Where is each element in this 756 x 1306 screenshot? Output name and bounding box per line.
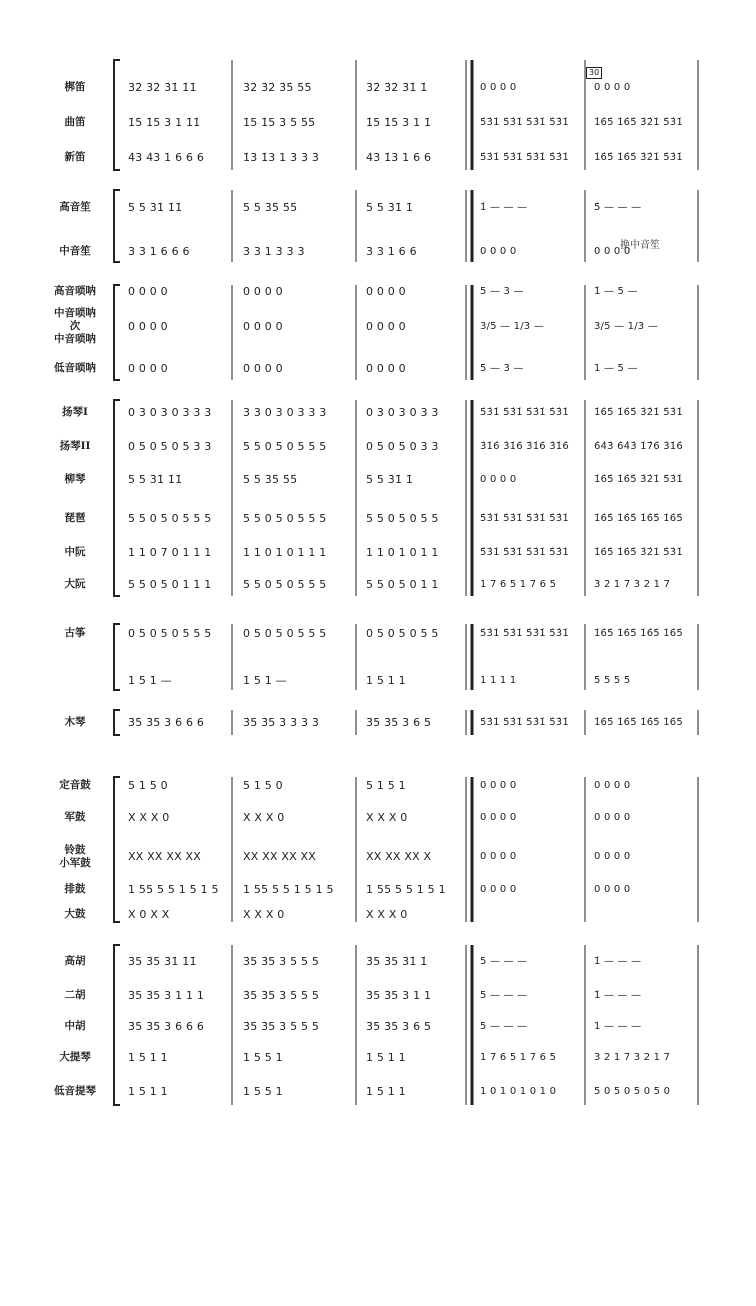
measure-cell: X X X 0 <box>243 811 285 824</box>
instrument-label: 中音唢呐 次 中音唢呐 <box>54 307 96 345</box>
instrument-label: 大鼓 <box>64 908 86 920</box>
measure-cell: 1̇6̇5̇ 1̇6̇5̇ 1̇6̇5̇ 1̇6̇5̇ <box>594 513 683 524</box>
measure-cell: 3 3 0 3 0 3 3 3 <box>243 406 327 419</box>
measure-cell: 5 — 3 — <box>480 286 524 297</box>
measure-cell: 3̇5 3̇5 3 5 5 5 <box>243 1020 320 1033</box>
instrument-label: 柳琴 <box>64 473 86 485</box>
group-bracket <box>114 777 120 922</box>
measure-cell: 0 3 0 3 0 3 3 <box>366 406 439 419</box>
measure-cell: 3 3 1 3 3 3 <box>243 245 305 258</box>
measure-cell: 0 0 0 0 <box>594 851 631 862</box>
measure-cell: 1 55 5 5 1 5 1 5 <box>243 883 334 896</box>
measure-cell: 0 3 0 3 0 3 3 3 <box>128 406 212 419</box>
measure-cell: 0 0 0 0 <box>128 320 168 333</box>
measure-cell: X X X 0 <box>366 811 408 824</box>
instrument-label: 梆笛 <box>64 81 86 93</box>
instrument-label: 铃鼓 小军鼓 <box>59 843 91 869</box>
measure-cell: 0 0 0 0 <box>480 884 517 895</box>
instrument-label: 中阮 <box>64 546 86 558</box>
instrument-label: 木琴 <box>64 716 86 728</box>
measure-cell: 5̇3̇1̇ 5̇3̇1̇ 5̇3̇1̇ 5̇3̇1̇ <box>480 547 569 558</box>
measure-cell: XX XX XX XX <box>128 850 201 863</box>
instrument-label: 扬琴I <box>62 406 88 418</box>
instrument-label: 中音笙 <box>59 245 91 257</box>
measure-cell: 3̇5 3̇5 3 6 6 6 <box>128 716 205 729</box>
instrument-label: 高音唢呐 <box>54 285 96 297</box>
measure-cell: 1 0 1 0 1 0 1 0 <box>480 1086 557 1097</box>
measure-cell: 1 1 1 1 <box>480 675 517 686</box>
measure-cell: 5 1 5 1 <box>366 779 406 792</box>
measure-cell: 3 2 1 7 3 2 1 7 <box>594 579 671 590</box>
measure-cell: X X X 0 <box>243 908 285 921</box>
group-bracket <box>114 400 120 596</box>
group-bracket <box>114 285 120 380</box>
measure-cell: 1 — 5 — <box>594 363 638 374</box>
measure-cell: 1̇6̇5̇ 1̇6̇5̇ 1̇6̇5̇ 1̇6̇5̇ <box>594 628 683 639</box>
measure-cell: 1̇6̇5̇ 1̇6̇5̇ 3̇2̇1̇ 5̇3̇1̇ <box>594 474 683 485</box>
measure-cell: 1 55 5 5 1 5 1 5 <box>128 883 219 896</box>
measure-cell: 3̇5 3̇5 3̇1̇ 1̇ <box>366 955 428 968</box>
measure-cell: 3 3 1 6 6 <box>366 245 417 258</box>
measure-cell: 3 2 1 7 3 2 1 7 <box>594 1052 671 1063</box>
measure-cell: 3̇2̇ 3̇2̇ 3̇1̇ 1̇1̇ <box>128 81 197 94</box>
measure-cell: 3̇5 3̇5 3 6 5 <box>366 716 432 729</box>
group-bracket <box>114 710 120 735</box>
measure-cell: 5 5 0 5 0 5 5 5 <box>243 578 327 591</box>
measure-cell: 0 0 0 0 <box>128 362 168 375</box>
measure-cell: 1̇ — — — <box>594 956 642 967</box>
measure-cell: 1̇ — — — <box>480 202 528 213</box>
instrument-label: 古筝 <box>64 627 86 639</box>
instrument-label: 扬琴II <box>59 440 91 452</box>
measure-cell: 1 5 1 — <box>243 674 287 687</box>
measure-cell: 5̇3̇1̇ 5̇3̇1̇ 5̇3̇1̇ 5̇3̇1̇ <box>480 152 569 163</box>
measure-cell: 5̇ — — — <box>594 202 642 213</box>
measure-cell: 5 0 5 0 5 0 5 0 <box>594 1086 671 1097</box>
measure-cell: 0 0 0 0 <box>243 362 283 375</box>
measure-cell: 3̇5 3̇5 3 5 5 5 <box>243 989 320 1002</box>
measure-cell: 1̇6̇5̇ 1̇6̇5̇ 3̇2̇1̇ 5̇3̇1̇ <box>594 152 683 163</box>
measure-cell: 1 1 0 1 0 1 1 <box>366 546 439 559</box>
instrument-label: 低音唢呐 <box>54 362 96 374</box>
measure-cell: 0 0 0 0 <box>480 82 517 93</box>
measure-cell: 1 5 1 1 <box>128 1085 168 1098</box>
instrument-label: 中胡 <box>64 1020 86 1032</box>
measure-cell: 5 5 0 5 0 5 5 <box>366 512 439 525</box>
measure-cell: 5̇3̇1̇ 5̇3̇1̇ 5̇3̇1̇ 5̇3̇1̇ <box>480 117 569 128</box>
measure-cell: 0 5 0 5 0 5 5 <box>366 627 439 640</box>
measure-cell: 0 0 0 0 <box>480 851 517 862</box>
measure-cell: 3̇1̇6̇ 3̇1̇6̇ 3̇1̇6̇ 3̇1̇6̇ <box>480 441 569 452</box>
measure-cell: 0 5 0 5 0 3 3 <box>366 440 439 453</box>
measure-cell: 5 — — — <box>480 956 528 967</box>
measure-cell: 3/5 — 1/3 — <box>480 321 544 332</box>
measure-cell: 0 0 0 0 <box>128 285 168 298</box>
measure-cell: X 0 X X <box>128 908 170 921</box>
measure-cell: 0 0 0 0 <box>594 884 631 895</box>
measure-cell: 5 5 0 5 0 1 1 1 <box>128 578 212 591</box>
measure-cell: 5̇3̇1̇ 5̇3̇1̇ 5̇3̇1̇ 5̇3̇1̇ <box>480 628 569 639</box>
measure-cell: 1̇3 1̇3 1 3 3 3 <box>243 151 320 164</box>
measure-cell: 1̇6̇5̇ 1̇6̇5̇ 3̇2̇1̇ 5̇3̇1̇ <box>594 547 683 558</box>
measure-cell: X X X 0 <box>366 908 408 921</box>
measure-cell: 1 5 1 1 <box>366 674 406 687</box>
measure-cell: 0 0 0 0 <box>594 246 631 257</box>
instrument-label: 军鼓 <box>64 811 86 823</box>
measure-cell: XX XX XX XX <box>243 850 316 863</box>
measure-cell: 1 7 6 5 1 7 6 5 <box>480 579 557 590</box>
measure-cell: 5 5 3̇1̇ 1̇ <box>366 201 414 214</box>
measure-cell: 1̇6̇5̇ 1̇6̇5̇ 3̇2̇1̇ 5̇3̇1̇ <box>594 407 683 418</box>
measure-cell: 3̇5 3̇5 3̇1̇ 1̇1̇ <box>128 955 197 968</box>
measure-cell: 5 5 3̇1̇ 1̇ <box>366 473 414 486</box>
measure-cell: 3̇5 3̇5 3 3 3 3 <box>243 716 320 729</box>
measure-cell: 1̇ — — — <box>594 990 642 1001</box>
measure-cell: 4̇3 4̇3 1 6 6 6 <box>128 151 205 164</box>
group-bracket <box>114 60 120 170</box>
measure-cell: 0 5 0 5 0 5 5 5 <box>243 627 327 640</box>
instrument-label: 高音笙 <box>59 201 91 213</box>
measure-cell: 0 0 0 0 <box>594 780 631 791</box>
measure-cell: 5 5 0 5 0 5 5 5 <box>128 512 212 525</box>
measure-cell: 1 5 1 1 <box>128 1051 168 1064</box>
measure-cell: 1 7 6 5 1 7 6 5 <box>480 1052 557 1063</box>
instrument-label: 新笛 <box>64 151 86 163</box>
measure-cell: 1 5 1 — <box>128 674 172 687</box>
measure-cell: 0 0 0 0 <box>243 285 283 298</box>
measure-cell: 5̇3̇1̇ 5̇3̇1̇ 5̇3̇1̇ 5̇3̇1̇ <box>480 513 569 524</box>
measure-cell: 0 0 0 0 <box>480 474 517 485</box>
measure-cell: 0 0 0 0 <box>243 320 283 333</box>
instrument-label: 低音提琴 <box>54 1085 96 1097</box>
measure-cell: 0 0 0 0 <box>366 320 406 333</box>
measure-cell: 5̇3̇1̇ 5̇3̇1̇ 5̇3̇1̇ 5̇3̇1̇ <box>480 717 569 728</box>
measure-cell: 3̇2̇ 3̇2̇ 3̇5̇ 5̇5̇ <box>243 81 312 94</box>
rehearsal-mark: 30 <box>586 67 602 79</box>
instrument-label: 大提琴 <box>59 1051 91 1063</box>
measure-cell: 6̇4̇3̇ 6̇4̇3̇ 1̇7̇6̇ 3̇1̇6̇ <box>594 441 683 452</box>
instrument-label: 曲笛 <box>64 116 86 128</box>
measure-cell: 0 0 0 0 <box>366 285 406 298</box>
group-bracket <box>114 190 120 262</box>
measure-cell: 1 1 0 7 0 1 1 1 <box>128 546 212 559</box>
measure-cell: 0 0 0 0 <box>480 812 517 823</box>
measure-cell: 5 5 0 5 0 5 5 5 <box>243 512 327 525</box>
measure-cell: 1 — — — <box>594 1021 642 1032</box>
instrument-label: 琵琶 <box>64 512 86 524</box>
instrument-label: 定音鼓 <box>59 779 91 791</box>
measure-cell: 3 3 1 6 6 6 <box>128 245 190 258</box>
measure-cell: 5 — — — <box>480 1021 528 1032</box>
measure-cell: 0 5 0 5 0 5 5 5 <box>128 627 212 640</box>
measure-cell: 0 0 0 0 <box>594 82 631 93</box>
measure-cell: 0 0 0 0 <box>594 812 631 823</box>
measure-cell: 1 1 0 1 0 1 1 1 <box>243 546 327 559</box>
measure-cell: 3̇5 3̇5 3 6 6 6 <box>128 1020 205 1033</box>
measure-cell: 3̇5 3̇5 3 1 1 <box>366 989 432 1002</box>
measure-cell: 0 0 0 0 <box>366 362 406 375</box>
measure-cell: 5̇3̇1̇ 5̇3̇1̇ 5̇3̇1̇ 5̇3̇1̇ <box>480 407 569 418</box>
measure-cell: 5 5 3̇5̇ 5̇5̇ <box>243 473 298 486</box>
measure-cell: XX XX XX X <box>366 850 432 863</box>
measure-cell: 3̇5 3̇5 3 1 1 1 <box>128 989 205 1002</box>
measure-cell: 1 55 5 5 1 5 1 <box>366 883 446 896</box>
measure-cell: 5 1 5 0 <box>243 779 283 792</box>
measure-cell: 1̇5 1̇5 3 1 1̇ <box>366 116 432 129</box>
measure-cell: 1 5 5 1 <box>243 1085 283 1098</box>
measure-cell: 0 0 0 0 <box>480 246 517 257</box>
measure-cell: 5 5 0 5 0 1 1 <box>366 578 439 591</box>
measure-cell: 5 — 3 — <box>480 363 524 374</box>
cue-note: 换中音笙 <box>620 240 660 251</box>
measure-cell: 5 — — — <box>480 990 528 1001</box>
group-bracket <box>114 624 120 690</box>
measure-cell: 3̇5 3̇5 3 6 5 <box>366 1020 432 1033</box>
measure-cell: 5 5 5 5 <box>594 675 631 686</box>
measure-cell: 1 5 1 1 <box>366 1051 406 1064</box>
measure-cell: 1̇ — 5 — <box>594 286 638 297</box>
measure-cell: 0 0 0 0 <box>480 780 517 791</box>
measure-cell: 3̇2̇ 3̇2̇ 3̇1̇ 1̇ <box>366 81 428 94</box>
measure-cell: 5 5 3̇1̇ 1̇1̇ <box>128 473 183 486</box>
measure-cell: 1̇6̇5̇ 1̇6̇5̇ 1̇6̇5̇ 1̇6̇5̇ <box>594 717 683 728</box>
group-bracket <box>114 945 120 1105</box>
measure-cell: 1 5 5 1 <box>243 1051 283 1064</box>
measure-cell: 0 5 0 5 0 5 3 3 <box>128 440 212 453</box>
measure-cell: 5 5 0 5 0 5 5 5 <box>243 440 327 453</box>
instrument-label: 高胡 <box>64 955 86 967</box>
measure-cell: 5 5 3̇5̇ 5̇5̇ <box>243 201 298 214</box>
measure-cell: 1̇5 1̇5 3 5 5̇5̇ <box>243 116 316 129</box>
measure-cell: 1̇5 1̇5 3 1 1̇1̇ <box>128 116 201 129</box>
measure-cell: 5 1 5 0 <box>128 779 168 792</box>
measure-cell: 4̇3 1̇3 1 6 6 <box>366 151 432 164</box>
measure-cell: X X X 0 <box>128 811 170 824</box>
measure-cell: 3̇5 3̇5 3 5 5 5 <box>243 955 320 968</box>
instrument-label: 二胡 <box>64 989 86 1001</box>
instrument-label: 大阮 <box>64 578 86 590</box>
measure-cell: 5 5 3̇1̇ 1̇1̇ <box>128 201 183 214</box>
instrument-label: 排鼓 <box>64 883 86 895</box>
measure-cell: 3/5 — 1/3 — <box>594 321 658 332</box>
measure-cell: 1̇6̇5̇ 1̇6̇5̇ 3̇2̇1̇ 5̇3̇1̇ <box>594 117 683 128</box>
measure-cell: 1 5 1 1 <box>366 1085 406 1098</box>
